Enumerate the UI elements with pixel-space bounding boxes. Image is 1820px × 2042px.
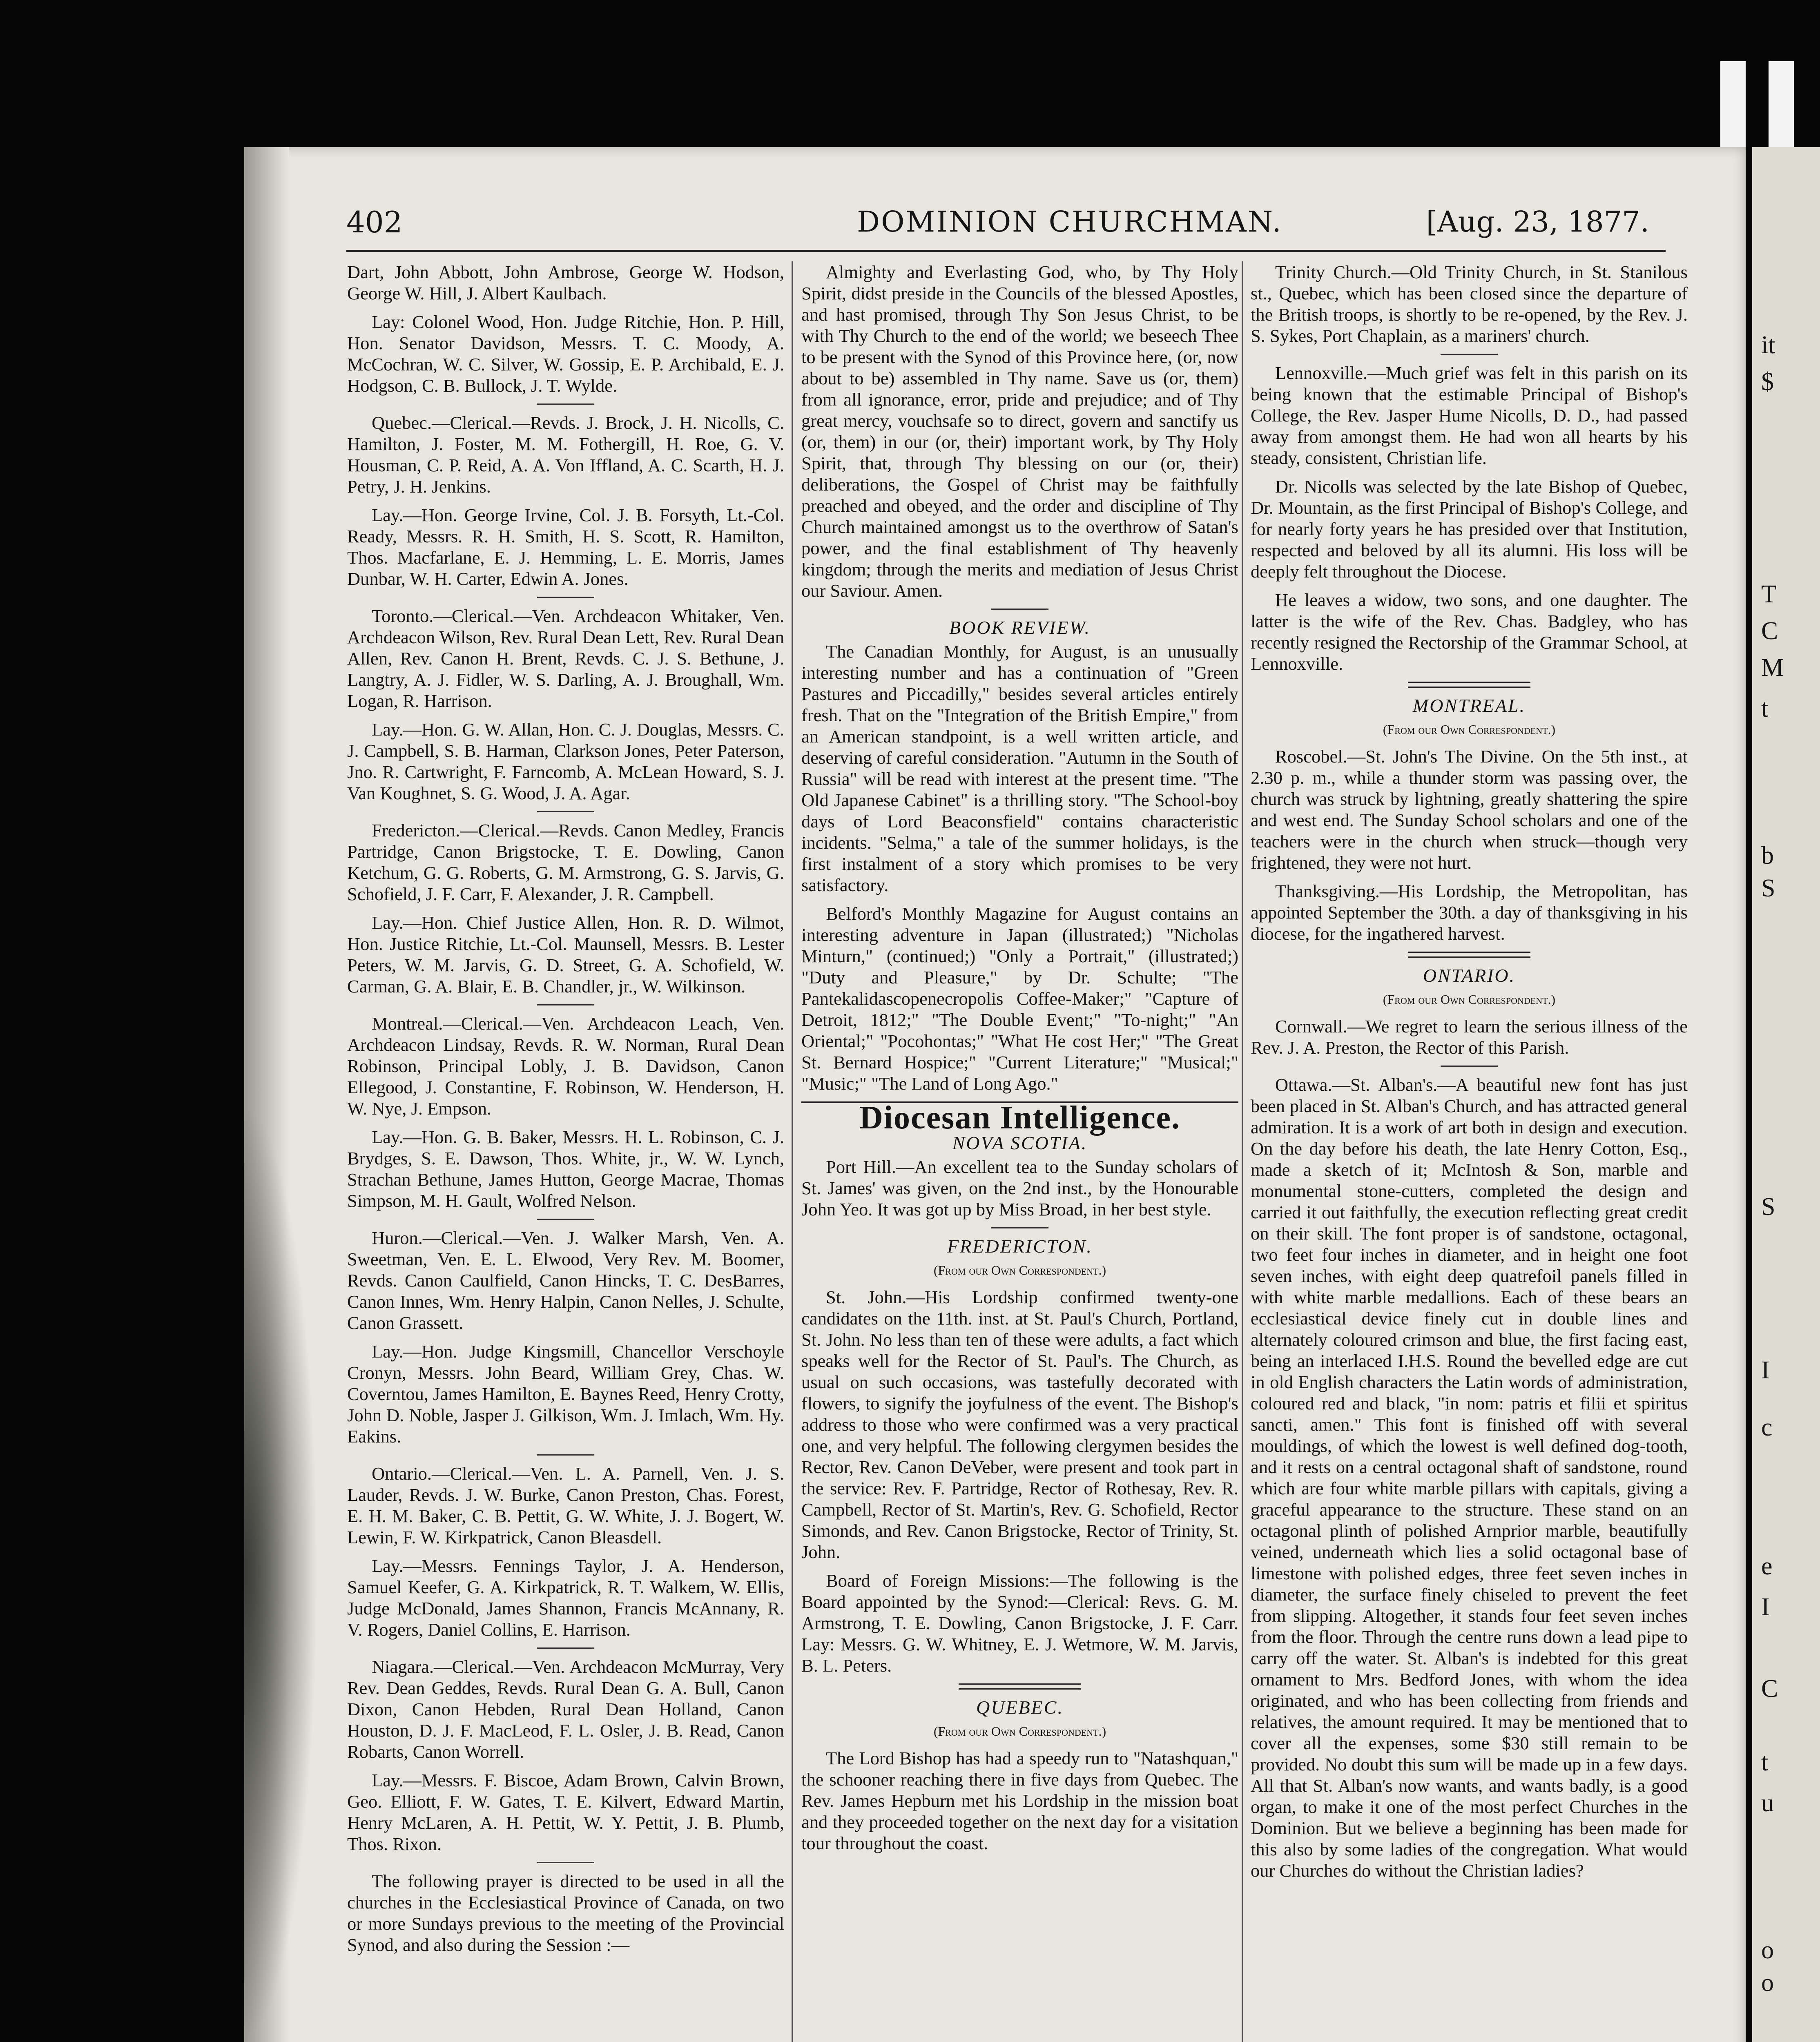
correspondent-line: (From our Own Correspondent.): [1383, 722, 1556, 737]
separator: [991, 1227, 1048, 1228]
paragraph: Huron.—Clerical.—Ven. J. Walker Marsh, Ven. A. Sweetman, Ven. E. L. Elwood, Very Rev. M. Boomer, Revds. Canon Caulfield, Canon Hincks, T. C. DesBarres, Canon Innes, Wm. Henry Halpin, Canon Nelles, J. Schulte, Canon Grassett.: [347, 1228, 784, 1333]
separator: [1441, 354, 1498, 355]
department-heading: Diocesan Intelligence.: [801, 1101, 1238, 1128]
margin-letter: I: [1761, 1593, 1770, 1621]
margin-letter: I: [1761, 1356, 1770, 1384]
page-header: [346, 205, 1682, 242]
margin-letter: c: [1761, 1413, 1773, 1441]
paragraph: The Lord Bishop has had a speedy run to "Natashquan," the schooner reaching there in five days from Quebec. The Rev. James Hepburn met his Lordship in the mission boat and they proceeded together on the next day for a visitation tour throughout the coast.: [801, 1748, 1238, 1853]
correspondent-line: (From our Own Correspondent.): [933, 1724, 1106, 1739]
prayer-text: Almighty and Everlasting God, who, by Thy Holy Spirit, didst preside in the Councils of the blessed Apostles, and hast promised, through Thy Son Jesus Christ, to be with Thy Church to the end of the world; we beseech Thee to be present with the Synod of this Province here, (or, now about to be) assembled in Thy name. Save us (or, them) from all ignorance, error, pride and prejudice; and of Thy great mercy, vouchsafe so to direct, govern and sanctify us (or, them) in our (or, their) important work, by Thy Holy Spirit, that, through Thy blessing on our (or, their) deliberations, the Gospel of Christ may be faithfully preached and obeyed, and the order and discipline of Thy Church maintained amongst us to the overthrow of Satan's power, and the final establishment of Thy heavenly kingdom; through the merits and mediation of Jesus Christ our Saviour. Amen.: [801, 262, 1238, 601]
separator: [959, 1683, 1081, 1690]
paragraph: Lay.—Messrs. Fennings Taylor, J. A. Henderson, Samuel Keefer, G. A. Kirkpatrick, R. T. Walkem, W. Ellis, Judge McDonald, James Shannon, Francis McAnnany, R. V. Rogers, Daniel Collins, E. Harrison.: [347, 1556, 784, 1640]
section-heading: QUEBEC.: [976, 1697, 1064, 1718]
separator: [537, 811, 594, 812]
paragraph: Lay.—Hon. Chief Justice Allen, Hon. R. D. Wilmot, Hon. Justice Ritchie, Lt.-Col. Maunsell, Messrs. B. Lester Peters, W. M. Jarvis, G. D. Street, G. A. Schofield, W. Carman, G. A. Blair, E. B. Chandler, jr., W. Wilkinson.: [347, 912, 784, 996]
paragraph: Quebec.—Clerical.—Revds. J. Brock, J. H. Nicolls, C. Hamilton, J. Foster, M. M. Fothergill, H. Roe, G. V. Housman, C. P. Reid, A. A. Von Iffland, A. C. Scarth, H. J. Petry, J. H. Jenkins.: [347, 412, 784, 497]
margin-letter: C: [1761, 1675, 1778, 1703]
issue-date: [Aug. 23, 1877.: [1426, 205, 1649, 239]
paragraph: Lay.—Hon. Judge Kingsmill, Chancellor Verschoyle Cronyn, Messrs. John Beard, William Grey, Chas. W. Coverntou, James Hamilton, E. Baynes Reed, Henry Crotty, John D. Noble, Jasper J. Gilkison, Wm. J. Imlach, Wm. Hy. Eakins.: [347, 1341, 784, 1447]
section-heading: FREDERICTON.: [947, 1236, 1093, 1257]
separator: [1408, 682, 1530, 688]
separator: [537, 1862, 594, 1863]
publication-title: DOMINION CHURCHMAN.: [857, 205, 1282, 239]
column-3: [1251, 261, 1688, 1888]
correspondent-line: (From our Own Correspondent.): [933, 1263, 1106, 1277]
paragraph: Lay.—Hon. G. B. Baker, Messrs. H. L. Robinson, C. J. Brydges, S. E. Dawson, Thos. White, jr., W. W. Lynch, Strachan Bethune, James Hutton, George Macrae, Thomas Simpson, M. H. Gault, Wolfred Nelson.: [347, 1127, 784, 1211]
column-rule: [1242, 261, 1243, 2042]
paragraph: Lay.—Messrs. F. Biscoe, Adam Brown, Calvin Brown, Geo. Elliott, F. W. Gates, T. E. Kilvert, Edward Martin, Henry McLaren, A. H. Pettit, W. Y. Pettit, J. B. Plumb, Thos. Rixon.: [347, 1770, 784, 1854]
margin-letter: it: [1761, 331, 1775, 359]
separator: [1441, 1066, 1498, 1067]
section-heading: MONTREAL.: [1412, 695, 1526, 716]
paragraph: Montreal.—Clerical.—Ven. Archdeacon Leach, Ven. Archdeacon Lindsay, Revds. R. W. Norman, Rural Dean Robinson, Principal Lobly, J. B. Davidson, Canon Ellegood, J. Constantine, F. Robinson, W. Henderson, H. W. Nye, J. Empson.: [347, 1013, 784, 1119]
margin-letter: b: [1761, 842, 1774, 869]
paragraph: Lay: Colonel Wood, Hon. Judge Ritchie, Hon. P. Hill, Hon. Senator Davidson, Messrs. T. C. Moody, A. McCochran, W. C. Silver, W. Gossip, E. P. Archibald, E. J. Hodgson, C. B. Bullock, J. T. Wylde.: [347, 312, 784, 396]
paragraph: Lay.—Hon. George Irvine, Col. J. B. Forsyth, Lt.-Col. Ready, Messrs. R. H. Smith, H. S. Scott, R. Hamilton, Thos. Macfarlane, E. J. Hemming, L. E. Morris, James Dunbar, W. H. Carter, Edwin A. Jones.: [347, 505, 784, 589]
paragraph: Toronto.—Clerical.—Ven. Archdeacon Whitaker, Ven. Archdeacon Wilson, Rev. Rural Dean Lett, Rev. Rural Dean Allen, Rev. Canon H. Brent, Revds. C. J. S. Bethune, J. Langtry, A. J. Fidler, W. S. Darling, A. J. Broughall, Wm. Logan, R. Harrison.: [347, 606, 784, 711]
paragraph: The following prayer is directed to be used in all the churches in the Ecclesiastical Province of Canada, on two or more Sundays previous to the meeting of the Provincial Synod, and also during the Session :—: [347, 1871, 784, 1955]
separator: [1408, 952, 1530, 958]
paragraph: Lay.—Hon. G. W. Allan, Hon. C. J. Douglas, Messrs. C. J. Campbell, S. B. Harman, Clarkson Jones, Peter Paterson, Jno. R. Cartwright, F. Farncomb, A. McLean Howard, S. J. Van Koughnet, S. G. Wood, J. A. Agar.: [347, 719, 784, 803]
margin-letter: u: [1761, 1789, 1774, 1817]
paragraph: He leaves a widow, two sons, and one daughter. The latter is the wife of the Rev. Chas. Badgley, who has recently resigned the Rectorship of the Grammar School, at Lennoxville.: [1251, 590, 1688, 674]
margin-letter: o: [1761, 1969, 1774, 1997]
paragraph: Thanksgiving.—His Lordship, the Metropolitan, has appointed September the 30th. a day of thanksgiving in his diocese, for the ingathered harvest.: [1251, 881, 1688, 944]
paragraph: Dr. Nicolls was selected by the late Bishop of Quebec, Dr. Mountain, as the first Principal of Bishop's College, and for nearly forty years he has presided over that Institution, respected and beloved by all its alumni. His loss will be deeply felt throughout the Diocese.: [1251, 476, 1688, 582]
margin-letter: S: [1761, 1193, 1775, 1221]
paragraph: Cornwall.—We regret to learn the serious illness of the Rev. J. A. Preston, the Rector of this Parish.: [1251, 1016, 1688, 1058]
separator: [991, 609, 1048, 610]
column-rule: [792, 261, 793, 2042]
separator: [537, 1219, 594, 1220]
header-rule: [346, 250, 1666, 252]
page-fold-shadow: [244, 1103, 318, 2042]
adjacent-page-edge: [1752, 147, 1820, 2042]
correspondent-line: (From our Own Correspondent.): [1383, 992, 1556, 1007]
paragraph: Roscobel.—St. John's The Divine. On the 5th inst., at 2.30 p. m., while a thunder storm was passing over, the church was struck by lightning, greatly shattering the spire and west end. The Sunday School scholars and one of the teachers were in the church when struck—though very frightened, they were not hurt.: [1251, 746, 1688, 873]
paragraph: Ontario.—Clerical.—Ven. L. A. Parnell, Ven. J. S. Lauder, Revds. J. W. Burke, Canon Preston, Chas. Forest, E. H. M. Baker, C. B. Pettit, G. W. White, J. J. Bogert, W. Lewin, F. W. Kirkpatrick, Canon Bleasdell.: [347, 1463, 784, 1547]
margin-letter: t: [1761, 1748, 1769, 1776]
paragraph: Fredericton.—Clerical.—Revds. Canon Medley, Francis Partridge, Canon Brigstocke, T. E. Dowling, Canon Ketchum, G. G. Roberts, G. M. Armstrong, G. S. Jarvis, G. Schofield, J. F. Carr, F. Alexander, J. R. Campbell.: [347, 820, 784, 904]
margin-letter: T: [1761, 580, 1777, 608]
margin-letter: $: [1761, 368, 1774, 396]
margin-letter: C: [1761, 617, 1778, 645]
margin-letter: M: [1761, 654, 1784, 682]
paragraph: Dart, John Abbott, John Ambrose, George W. Hodson, George W. Hill, J. Albert Kaulbach.: [347, 262, 784, 303]
margin-letter: o: [1761, 1936, 1774, 1964]
column-2: [801, 261, 1238, 1861]
section-heading: ONTARIO.: [1423, 965, 1516, 986]
margin-letter: S: [1761, 874, 1775, 902]
section-heading: NOVA SCOTIA.: [952, 1132, 1088, 1153]
paragraph: The Canadian Monthly, for August, is an unusually interesting number and has a continuation of "Green Pastures and Piccadilly," besides several articles entirely fresh. That on the "Integration of the British Empire," from an American standpoint, is a well written article, and deserving of careful consideration. "Autumn in the South of Russia" will be read with interest at the present time. "The Old Japanese Cabinet" is a thrilling story. "The School-boy days of Lord Beaconsfield" contains characteristic incidents. "Selma," a tale of the summer holidays, is the first instalment of a story which promises to be very satisfactory.: [801, 641, 1238, 895]
separator: [537, 1454, 594, 1456]
separator: [537, 1647, 594, 1649]
paragraph: Trinity Church.—Old Trinity Church, in St. Stanilous st., Quebec, which has been closed since the departure of the British troops, is shortly to be re-opened, by the Rev. J. S. Sykes, Port Chaplain, as a mariners' church.: [1251, 262, 1688, 346]
page-number: 402: [346, 205, 403, 239]
paragraph: Niagara.—Clerical.—Ven. Archdeacon McMurray, Very Rev. Dean Geddes, Revds. Rural Dean G. A. Bull, Canon Dixon, Canon Hebden, Rural Dean Holland, Canon Houston, D. J. F. MacLeod, F. L. Osler, J. B. Read, Canon Robarts, Canon Worrell.: [347, 1656, 784, 1762]
margin-letter: t: [1761, 695, 1769, 722]
paragraph: Ottawa.—St. Alban's.—A beautiful new font has just been placed in St. Alban's Church, and has attracted general admiration. It is a work of art both in design and execution. On the day before his death, the late Henry Cotton, Esq., made a sketch of it; McIntosh & Son, marble and monumental stone-cutters, completed the design and carried it out faithfully, the execution reflecting great credit on their skill. The font proper is of sandstone, octagonal, two feet four inches in diameter, and in height one foot seven inches, with eight deep quatrefoil panels filled in with white marble medallions. Each of these bears an ecclesiastical device finely cut in double lines and alternately coloured crimson and blue, the first facing east, being an interlaced I.H.S. Round the bevelled edge are cut in old English characters the Latin words of administration, coloured red and black, "in nom: patris et filii et spiritus sancti, amen." This font is finished off with several mouldings, of which the lowest is well defined dog-tooth, and it rests on a central octagonal shaft of sandstone, round which are four white marble pillars with capitals, giving a graceful appearance to the structure. These stand on an octagonal plinth of polished Arnprior marble, beautifully veined, underneath which lies a solid octagonal base of limestone with polished edges, three feet seven inches in diameter, the surface finely chiseled to prevent the feet from slipping. Altogether, it stands four feet seven inches from the floor. Through the centre runs down a lead pipe to carry off the water. St. Alban's is indebted for this great ornament to Mrs. Bedford Jones, with whom the idea originated, and who has been collecting from friends and relatives, the amount required. It may be mentioned that to cover all the expenses, some $30 still remain to be provided. No doubt this sum will be made up in a few days. All that St. Alban's now wants, and wants badly, is a good organ, to make it one of the most perfect Churches in the Dominion. But we believe a beginning has been made for this also by some ladies of the congregation. What would our Churches do without the Christian ladies?: [1251, 1075, 1688, 1881]
separator: [537, 403, 594, 405]
paragraph: Port Hill.—An excellent tea to the Sunday scholars of St. James' was given, on the 2nd inst., by the Honourable John Yeo. It was got up by Miss Broad, in her best style.: [801, 1157, 1238, 1219]
paragraph: Lennoxville.—Much grief was felt in this parish on its being known that the estimable Principal of Bishop's College, the Rev. Jasper Hume Nicolls, D. D., had passed away from amongst them. He had won all hearts by his steady, consistent, Christian life.: [1251, 363, 1688, 468]
section-heading: BOOK REVIEW.: [949, 617, 1091, 638]
paragraph: Board of Foreign Missions:—The following is the Board appointed by the Synod:—Clerical: Revs. G. M. Armstrong, T. E. Dowling, Canon Brigstocke, J. F. Carr. Lay: Messrs. G. W. Whitney, E. J. Wetmore, W. M. Jarvis, B. L. Peters.: [801, 1570, 1238, 1676]
separator: [537, 597, 594, 598]
paragraph: St. John.—His Lordship confirmed twenty-one candidates on the 11th. inst. at St. Paul's Church, Portland, St. John. No less than ten of these were adults, a fact which speaks well for the Rector of St. Paul's. The Church, as usual on such occasions, was tastefully decorated with flowers, to signify the joyfulness of the event. The Bishop's address to those who were confirmed was a very practical one, and very helpful. The following clergymen besides the Rector, Rev. Canon DeVeber, were present and took part in the service: Rev. F. Partridge, Rector of Rothesay, Rev. R. Campbell, Rector of St. Martin's, Rev. G. Schofield, Rector Simonds, and Rev. Canon Brigstocke, Rector of Trinity, St. John.: [801, 1287, 1238, 1562]
registration-mark: [1720, 61, 1746, 147]
column-1: [347, 261, 784, 1963]
separator: [537, 1004, 594, 1005]
paragraph: Belford's Monthly Magazine for August contains an interesting adventure in Japan (illustrated;) "Nicholas Minturn," (continued;) "Only a Portrait," (illustrated;) "Duty and Pleasure," by Dr. Schulte; "The Pantekalidascopenecropolis Coffee-Maker;" "Capture of Detroit, 1812;" "The Double Event;" "To-night;" "An Oriental;" "Pocohontas;" "What He cost Her;" "The Great St. Bernard Hospice;" "Current Literature;" "Musical;" "Music;" "The Land of Long Ago.": [801, 903, 1238, 1094]
registration-mark: [1769, 61, 1794, 147]
margin-letter: e: [1761, 1552, 1773, 1580]
